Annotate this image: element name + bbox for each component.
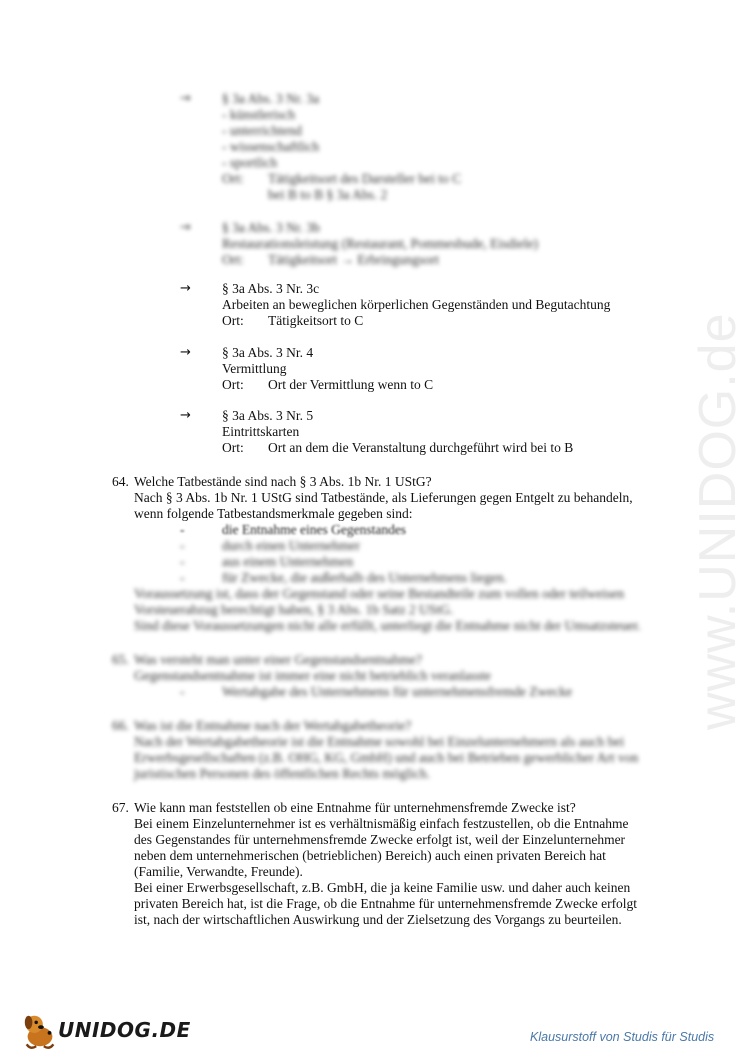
bullet-mark: -: [180, 570, 185, 585]
answer-line: Gegenstandsentnahme ist immer eine nicht betrieblich veranlasste: [134, 668, 491, 683]
section-title: § 3a Abs. 3 Nr. 4: [222, 345, 314, 360]
arrow-icon: →: [180, 345, 191, 360]
answer-line: wenn folgende Tatbestandsmerkmale gegeben sind:: [134, 506, 413, 521]
question-text: Was ist die Entnahme nach der Wertabgabetheorie?: [134, 718, 412, 733]
ort-label: Ort:: [222, 171, 244, 186]
bullet-item: durch einen Unternehmer: [222, 538, 360, 553]
question-number: 65.: [112, 652, 129, 667]
answer-line: (Familie, Verwandte, Freunde).: [134, 864, 303, 879]
ort-value: Tätigkeitsort to C: [268, 313, 364, 328]
answer-line: ist, nach der wirtschaftlichen Auswirkung und der Zielsetzung des Vorgangs zu beurteilen.: [134, 912, 622, 927]
bullet-mark: -: [180, 554, 185, 569]
section-title: § 3a Abs. 3 Nr. 5: [222, 408, 314, 423]
bullet-mark: -: [180, 522, 185, 537]
answer-line: neben dem unternehmerischen (betrieblichen) Bereich) auch einen privaten Bereich hat: [134, 848, 606, 863]
section-desc: Restaurationsleistung (Restaurant, Pommesbude, Eisdiele): [222, 236, 539, 251]
question-number: 66.: [112, 718, 129, 733]
answer-line: juristischen Personen des öffentlichen Rechts möglich.: [134, 766, 430, 781]
answer-line: Nach § 3 Abs. 1b Nr. 1 UStG sind Tatbestände, als Lieferungen gegen Entgelt zu behandeln,: [134, 490, 633, 505]
list-item: - künstlerisch: [222, 107, 296, 122]
watermark-text: www.UNIDOG.de: [689, 312, 747, 730]
answer-line: Erwerbsgesellschaften (z.B. OHG, KG, GmbH) und auch bei Betrieben gewerblicher Art von: [134, 750, 639, 765]
bullet-mark: -: [180, 684, 185, 699]
footer-slogan: Klausurstoff von Studis für Studis: [530, 1030, 715, 1044]
bullet-item: die Entnahme eines Gegenstandes: [222, 522, 407, 537]
list-item: - wissenschaftlich: [222, 139, 320, 154]
question-number: 67.: [112, 800, 129, 815]
ort-label: Ort:: [222, 377, 244, 392]
question-text: Wie kann man feststellen ob eine Entnahme für unternehmensfremde Zwecke ist?: [134, 800, 576, 815]
answer-line: Bei einem Einzelunternehmer ist es verhältnismäßig einfach festzustellen, ob die Entnahme: [134, 816, 629, 831]
ort-label: Ort:: [222, 313, 244, 328]
answer-line: privaten Bereich hat, ist die Frage, ob die Entnahme für unternehmensfremde Zwecke erfolgt: [134, 896, 638, 911]
ort-extra: bei B to B § 3a Abs. 2: [268, 187, 388, 202]
section-title: § 3a Abs. 3 Nr. 3b: [222, 220, 320, 235]
list-item: - sportlich: [222, 155, 278, 170]
bullet-item: Wertabgabe des Unternehmens für unternehmensfremde Zwecke: [222, 684, 573, 699]
ort-value: Tätigkeitsort → Erbringungsort: [268, 252, 439, 267]
section-title: § 3a Abs. 3 Nr. 3c: [222, 281, 320, 296]
ort-label: Ort:: [222, 252, 244, 267]
dog-mascot-icon: [20, 1010, 60, 1050]
section-desc: Vermittlung: [222, 361, 287, 376]
arrow-icon: →: [180, 281, 191, 296]
logo-text: UNIDOG.DE: [58, 1018, 191, 1042]
ort-label: Ort:: [222, 440, 244, 455]
arrow-icon: →: [180, 220, 191, 235]
answer-line: Vorsteuerabzug berechtigt haben, § 3 Abs. 1b Satz 2 UStG.: [134, 602, 454, 617]
bullet-item: aus einem Unternehmen: [222, 554, 354, 569]
answer-line: Bei einer Erwerbsgesellschaft, z.B. GmbH, die ja keine Familie usw. und daher auch keinen: [134, 880, 631, 895]
ort-value: Tätigkeitsort des Darsteller bei to C: [268, 171, 462, 186]
ort-value: Ort der Vermittlung wenn to C: [268, 377, 434, 392]
section-desc: Arbeiten an beweglichen körperlichen Gegenständen und Begutachtung: [222, 297, 611, 312]
answer-line: Voraussetzung ist, dass der Gegenstand oder seine Bestandteile zum vollen oder teilweisen: [134, 586, 625, 601]
section-desc: Eintrittskarten: [222, 424, 300, 439]
answer-line: Nach der Wertabgabetheorie ist die Entnahme sowohl bei Einzelunternehmern als auch bei: [134, 734, 625, 749]
list-item: - unterrichtend: [222, 123, 302, 138]
bullet-mark: -: [180, 538, 185, 553]
answer-line: Sind diese Voraussetzungen nicht alle erfüllt, unterliegt die Entnahme nicht der Umsatzsteuer.: [134, 618, 641, 633]
arrow-icon: →: [180, 91, 191, 106]
question-number: 64.: [112, 474, 129, 489]
answer-line: des Gegenstandes für unternehmensfremde Zwecke erfolgt ist, weil der Einzelunternehmer: [134, 832, 626, 847]
question-text: Was versteht man unter einer Gegenstandsentnahme?: [134, 652, 422, 667]
ort-value: Ort an dem die Veranstaltung durchgeführt wird bei to B: [268, 440, 574, 455]
arrow-icon: →: [180, 408, 191, 423]
bullet-item: für Zwecke, die außerhalb des Unternehmens liegen.: [222, 570, 507, 585]
section-title: § 3a Abs. 3 Nr. 3a: [222, 91, 320, 106]
question-text: Welche Tatbestände sind nach § 3 Abs. 1b Nr. 1 UStG?: [134, 474, 432, 489]
